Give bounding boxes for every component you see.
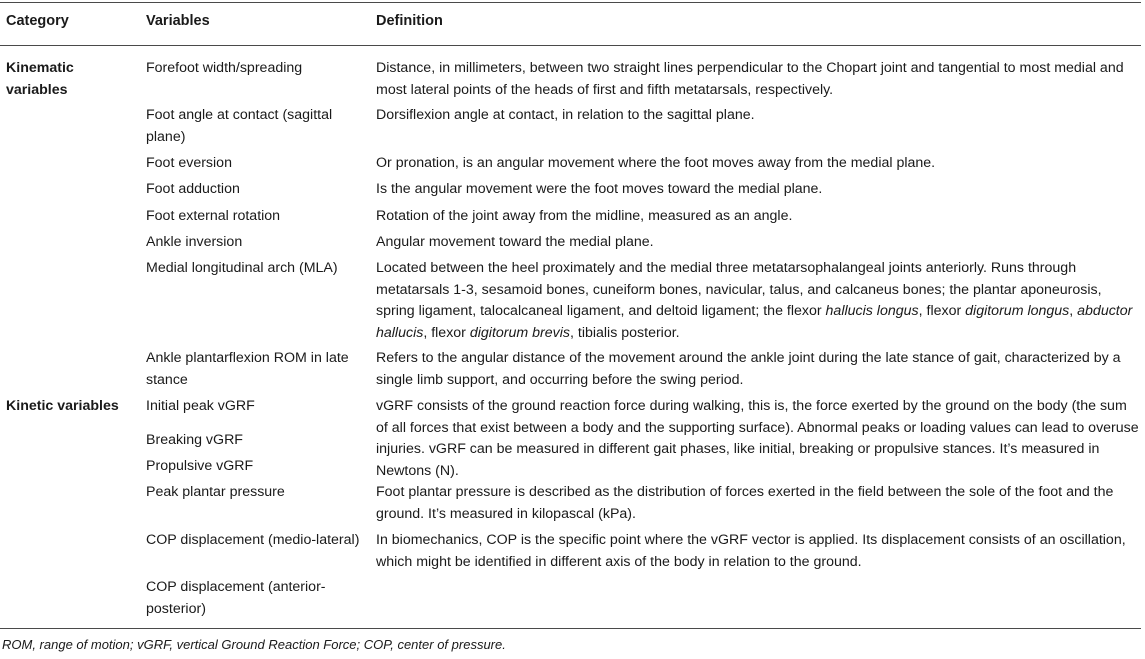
- table-row-definition: Refers to the angular distance of the movement around the ankle joint during the late stance of gait, characterized by a single limb support, and occurring before the swing period.: [376, 350, 1121, 388]
- top-rule: [0, 2, 1141, 3]
- header-rule: [0, 45, 1141, 46]
- table-footnote: ROM, range of motion; vGRF, vertical Ground Reaction Force; COP, center of pressure.: [2, 637, 506, 652]
- table-row-definition: Dorsiflexion angle at contact, in relation to the sagittal plane.: [376, 107, 755, 123]
- table-row-variable: Propulsive vGRF: [146, 458, 254, 474]
- table-row-definition: Located between the heel proximately and the medial three metatarsophalangeal joints anteriorly. Runs through metatarsals 1-3, sesamoid bones, cuneiform bones, navicular, talus, and calcaneus bones; the plantar aponeurosis, spring ligament, talocalcaneal ligament, and deltoid ligament; the flexor hallucis longus, flexor digitorum longus, abductor hallucis, flexor digitorum brevis, tibialis posterior.: [376, 260, 1133, 341]
- table-row-variable: Foot external rotation: [146, 208, 281, 224]
- table-row-variable: Foot adduction: [146, 181, 240, 197]
- group-kinetic: Kinetic variables: [6, 398, 119, 414]
- table-row-definition: Distance, in millimeters, between two straight lines perpendicular to the Chopart joint and tangential to most medial and most lateral points of the heads of first and fifth metatarsals, respectively.: [376, 60, 1124, 98]
- table-row-definition: Foot plantar pressure is described as the distribution of forces exerted in the field between the sole of the foot and the ground. It’s measured in kilopascal (kPa).: [376, 484, 1114, 522]
- table-row-variable: COP displacement (medio-lateral): [146, 532, 360, 548]
- header-variables: Variables: [146, 13, 210, 29]
- table-row-definition: Rotation of the joint away from the midline, measured as an angle.: [376, 208, 793, 224]
- table-row-definition: vGRF consists of the ground reaction force during walking, this is, the force exerted by the ground on the body (the sum of all forces that exist between a body and the supporting surface). Abnormal peaks or loading values can lead to overuse injuries. vGRF can be measured in different gait phases, like initial, breaking or propulsive stances. It’s measured in Newtons (N).: [376, 398, 1139, 479]
- table-row-definition: Or pronation, is an angular movement where the foot moves away from the medial plane.: [376, 155, 936, 171]
- table-row-variable: Forefoot width/spreading: [146, 60, 303, 76]
- table-row-variable: Ankle inversion: [146, 234, 243, 250]
- table-row-variable: Foot angle at contact (sagittal plane): [146, 107, 333, 145]
- table-row-definition: In biomechanics, COP is the specific point where the vGRF vector is applied. Its displacement consists of an oscillation, which might be identified in different axis of the body in relation to the ground.: [376, 532, 1126, 570]
- table-row-variable: Ankle plantarflexion ROM in late stance: [146, 350, 349, 388]
- table-row-definition: Angular movement toward the medial plane.: [376, 234, 654, 250]
- table-row-variable: COP displacement (anterior-posterior): [146, 579, 326, 617]
- table-row-variable: Foot eversion: [146, 155, 232, 171]
- table-row-variable: Peak plantar pressure: [146, 484, 285, 500]
- table-row-variable: Initial peak vGRF: [146, 398, 255, 414]
- header-definition: Definition: [376, 13, 443, 29]
- bottom-rule: [0, 628, 1141, 629]
- table-row-variable: Breaking vGRF: [146, 432, 243, 448]
- table-row-variable: Medial longitudinal arch (MLA): [146, 260, 338, 276]
- header-category: Category: [6, 13, 69, 29]
- group-kinematic: Kinematic variables: [6, 60, 74, 98]
- table-row-definition: Is the angular movement were the foot moves toward the medial plane.: [376, 181, 823, 197]
